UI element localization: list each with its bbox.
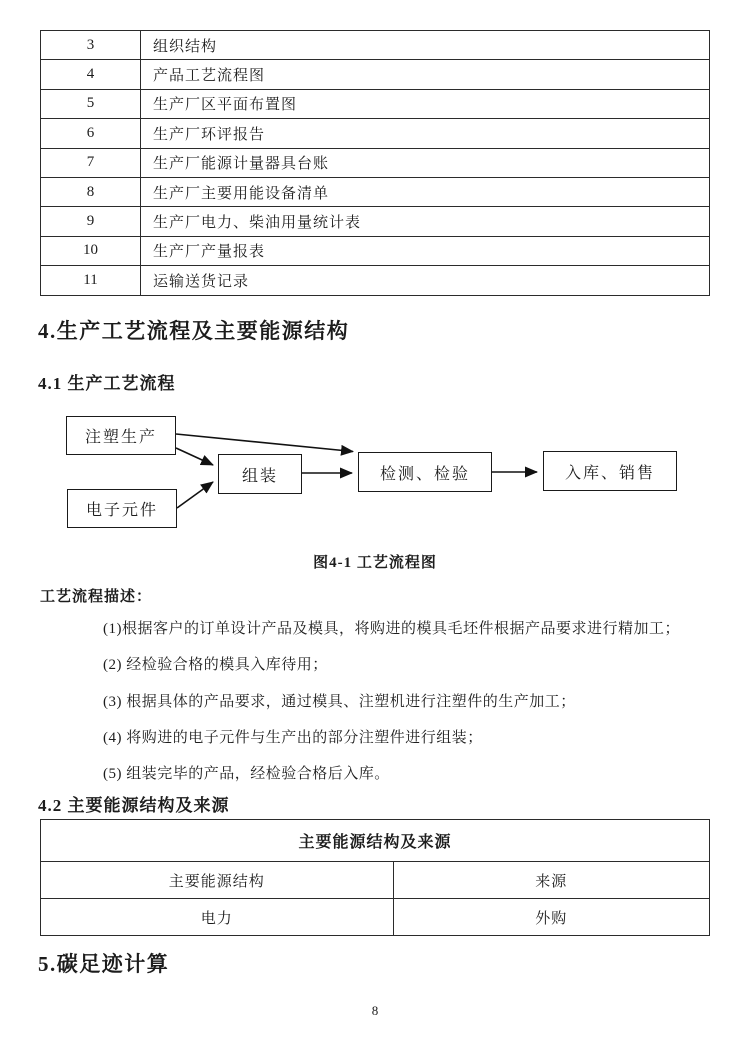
energy-table-header: 来源 [393, 862, 709, 899]
row-number: 7 [41, 148, 141, 177]
table-row [41, 60, 710, 89]
energy-table-header-row [41, 862, 710, 899]
row-label: 生产厂产量报表 [141, 236, 710, 265]
row-label: 生产厂环评报告 [141, 119, 710, 148]
table-row [41, 119, 710, 148]
process-description-item: (4) 将购进的电子元件与生产出的部分注塑件进行组装； [103, 730, 483, 746]
attachments-table [40, 30, 710, 296]
flow-node-inspection: 检测、检验 [358, 452, 492, 492]
energy-type-cell: 电力 [41, 899, 394, 936]
process-description-item: (2) 经检验合格的模具入库待用； [103, 657, 328, 673]
row-number: 8 [41, 177, 141, 206]
row-number: 10 [41, 236, 141, 265]
flow-node-electronic-components: 电子元件 [67, 489, 177, 528]
section-4-1-heading: 4.1 生产工艺流程 [38, 374, 176, 393]
table-row [41, 31, 710, 60]
figure-caption: 图4-1 工艺流程图 [313, 555, 437, 571]
energy-table-data-row [41, 899, 710, 936]
row-label: 组织结构 [141, 31, 710, 60]
row-number: 5 [41, 89, 141, 118]
row-number: 4 [41, 60, 141, 89]
row-label: 生产厂主要用能设备清单 [141, 177, 710, 206]
flow-node-injection-molding: 注塑生产 [66, 416, 176, 455]
arrow-molding-to-assembly [176, 448, 213, 465]
row-label: 生产厂电力、柴油用量统计表 [141, 207, 710, 236]
row-label: 产品工艺流程图 [141, 60, 710, 89]
arrow-molding-to-inspection [176, 434, 353, 452]
process-description-item: (5) 组装完毕的产品，经检验合格后入库。 [103, 766, 390, 782]
row-number: 9 [41, 207, 141, 236]
section-4-heading: 4.生产工艺流程及主要能源结构 [38, 319, 350, 343]
section-4-2-heading: 4.2 主要能源结构及来源 [38, 796, 230, 815]
table-row [41, 89, 710, 118]
process-flowchart [0, 413, 750, 535]
row-number: 11 [41, 266, 141, 295]
energy-structure-table [40, 819, 710, 936]
table-row [41, 148, 710, 177]
row-label: 生产厂能源计量器具台账 [141, 148, 710, 177]
table-row [41, 207, 710, 236]
row-label: 生产厂区平面布置图 [141, 89, 710, 118]
row-number: 6 [41, 119, 141, 148]
row-label: 运输送货记录 [141, 266, 710, 295]
process-description-item: (3) 根据具体的产品要求，通过模具、注塑机进行注塑件的生产加工； [103, 694, 576, 710]
energy-table-header: 主要能源结构 [41, 862, 394, 899]
table-row [41, 236, 710, 265]
process-description-item: (1)根据客户的订单设计产品及模具，将购进的模具毛坯件根据产品要求进行精加工； [103, 621, 680, 637]
flow-node-assembly: 组装 [218, 454, 302, 494]
energy-source-cell: 外购 [393, 899, 709, 936]
flow-node-warehouse-sales: 入库、销售 [543, 451, 677, 491]
energy-table-title: 主要能源结构及来源 [41, 820, 710, 862]
energy-table-title-row [41, 820, 710, 862]
arrow-components-to-assembly [177, 482, 213, 508]
table-row [41, 177, 710, 206]
row-number: 3 [41, 31, 141, 60]
table-row [41, 266, 710, 295]
page-number: 8 [371, 1003, 379, 1018]
process-description-title: 工艺流程描述： [40, 589, 153, 605]
section-5-heading: 5.碳足迹计算 [38, 952, 170, 976]
